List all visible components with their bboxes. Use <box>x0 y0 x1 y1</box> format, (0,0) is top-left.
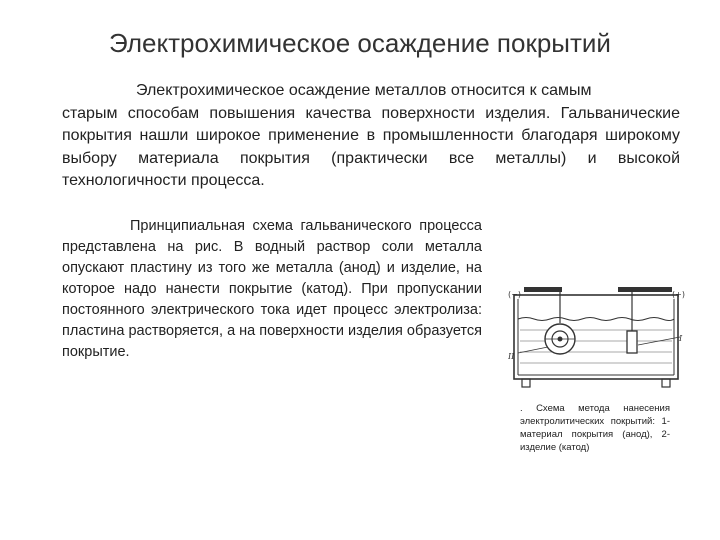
intro-paragraph <box>62 80 680 193</box>
anode-label-I: I <box>679 334 683 343</box>
process-paragraph <box>62 216 482 363</box>
anode-bus-bar <box>618 287 672 292</box>
anode-plate <box>627 331 637 353</box>
bath-outline <box>514 295 678 379</box>
figure-caption: . Схема метода нанесения электролитических покрытий: 1-материал покрытия (анод), 2-изделие (катод) <box>520 403 670 453</box>
electroplating-diagram <box>508 285 688 400</box>
intro-paragraph-body: старым способам повышения качества поверхности изделия. Гальванические покрытия нашли широкое применение в промышленности благодаря широкому выбору материала покрытия (практически все металлы) и высокой технологичности процесса. <box>62 104 680 189</box>
cathode-label-II: II <box>508 352 515 361</box>
electrolyte-hatching <box>520 330 672 363</box>
cathode-bus-bar <box>524 287 562 292</box>
bath-foot-right <box>662 379 670 387</box>
minus-terminal-label: (−) <box>508 290 521 299</box>
plus-terminal-label: (+) <box>672 290 685 299</box>
process-paragraph-text: Принципиальная схема гальванического процесса представлена на рис. В водный раствор соли металла опускают пластину из того же металла (анод) и изделие, на которое надо нанести покрытие (катод). При пропускании постоянного электрического тока идет процесс электролиза: пластина растворяется, а на поверхности изделия образуется покрытие. <box>62 218 483 360</box>
electrolyte-surface <box>518 318 674 321</box>
bath-foot-left <box>522 379 530 387</box>
intro-paragraph-first-line: Электрохимическое осаждение металлов относится к самым <box>136 82 592 99</box>
page-title: Электрохимическое осаждение покрытий <box>109 28 611 58</box>
